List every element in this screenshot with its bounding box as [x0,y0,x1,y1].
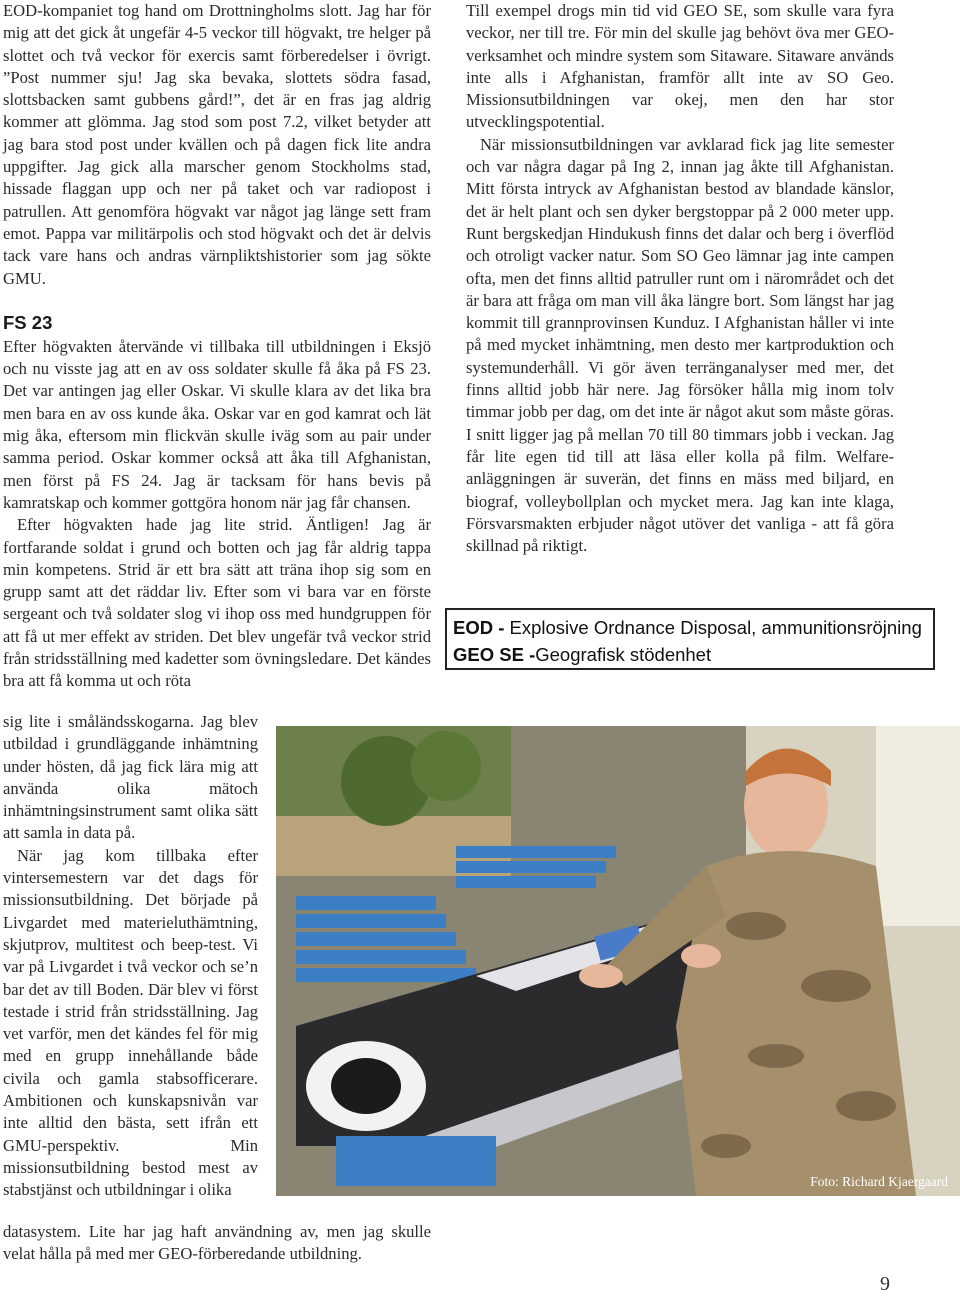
glossary-definition: Geografisk stödenhet [535,644,712,665]
glossary-definition: Explosive Ordnance Disposal, ammunitionsröjning [504,617,922,638]
glossary-abbr: GEO SE - [453,644,536,665]
body-paragraph: EOD-kompaniet tog hand om Drottningholms slott. Jag har för mig att det gick åt ungefär 4-5 veckor till högvakt, tre helger på slottet och två veckor för exercis samt förberedelser i övrigt. ”Post nummer sju! Jag ska bevaka, slottets södra fasad, slottsbacken samt gubbens gård!”, det är en fras jag aldrig kommer att glömma. Jag stod som post 7.2, vilket betyder att jag bara stod post under kvällen och på dagen fick lite andra uppgifter. Jag gick alla marscher genom Stockholms stad, hissade flaggan upp och ner på taket och var radiopost i patrullen. Att genomföra högvakt var något jag länge sett fram emot. Pappa var militärpolis och stod högvakt och det är delvis tack vare hans och andras värnpliktshistorier som jag sökte GMU. [3,1,431,288]
glossary-box [445,608,935,670]
body-paragraph: Till exempel drogs min tid vid GEO SE, som skulle vara fyra veckor, ner till tre. För min del skulle jag behövt öva mer GEO-verksamhet och mindre system som Sitaware. Sitaware används inte alls i Afghanistan, framför allt inte av SO Geo. Missionsutbildningen var okej, men den har stor utvecklingspotential. [466,1,894,132]
left-column-narrow [3,711,258,1202]
body-paragraph: När jag kom tillbaka efter vintersemestern var det dags för missionsutbildning. Det började på Livgardet med materieluthämtning, skjutprov, multitest och beep-test. Vi var på Livgardet i två veckor och se’n bar det av till Boden. Där blev vi först testade i strid från stridsställning. Jag vet varför, men det kändes fel för mig med en grupp innehållande både civila och gamla stabsofficerare. Ambitionen och kunskapsnivån var inte alltid den bästa, sett ifrån ett GMU-perspektiv. Min missionsutbildning bestod mest av stabstjänst och utbildningar i olika [3,845,258,1200]
photo-credit: Foto: Richard Kjaergaard [810,1174,948,1189]
left-column-top [3,0,431,693]
body-paragraph: Efter högvakten återvände vi tillbaka till utbildningen i Eksjö och nu visste jag att en av oss soldater skulle få åka på FS 23. Det var antingen jag eller Oskar. Vi skulle klara av det lika bra men bara en av oss kunde åka. Oskar var en god kamrat och lät mig åka, eftersom min flickvän skulle iväg som au pair under samma period. Oskar kommer också att åka till Afghanistan, men först på FS 24. Jag är tacksam för hans bevis på kamratskap och kommer gottgöra honom när jag får chansen. [3,336,431,512]
glossary-entry-eod [453,614,927,641]
photo-soldier-plotter [276,726,960,1196]
glossary-entry-geo [453,641,927,668]
page-number: 9 [880,1273,890,1295]
section-heading: FS 23 [3,311,53,333]
body-paragraph: datasystem. Lite har jag haft användning av, men jag skulle velat hålla på med mer GEO-förberedande utbildning. [3,1222,431,1264]
left-column-bottom [3,1221,431,1266]
glossary-abbr: EOD - [453,617,505,638]
right-column [466,0,894,557]
body-paragraph: Efter högvakten hade jag lite strid. Äntligen! Jag är fortfarande soldat i grund och botten och jag får aldrig tappa min kompetens. Strid är ett bra sätt att träna ihop sig som en grupp samt att det räddar liv. Efter som vi bara var en förste sergeant och två soldater slog vi ihop oss med hundgruppen för att få ut mer effekt av striden. Det blev ungefär två veckor strid från stridsställning med kadetter som övningsledare. Det kändes bra att få komma ut och röta [3,515,431,691]
body-paragraph: sig lite i småländsskogarna. Jag blev utbildad i grundläggande inhämtning under hösten, då jag fick lära mig att använda olika mätoch inhämtningsinstrument samt olika sätt att samla in data på. [3,712,258,843]
body-paragraph: När missionsutbildningen var avklarad fick jag lite semester och var några dagar på Ing 2, innan jag åkte till Afghanistan. Mitt första intryck av Afghanistan bestod av blandade känslor, det är helt plant och sen dyker bergstoppar på 2 000 meter upp. Runt bergskedjan Hindukush finns det dalar och berg i överflöd och otroligt vacker natur. Som SO Geo lämnar jag inte campen ofta, men det finns alltid patruller runt om i närområdet och det är bara att fråga om man vill åka längre bort. Som längst har jag kommit till grannprovinsen Kunduz. I Afghanistan håller vi inte på med mycket inhämtning, men desto mer kartproduktion och systemunderhåll. Vi gör även terränganalyser med mer, det finns alltid jobb här nere. Jag försöker hålla mig inom tolv timmar jobb per dag, om det inte är något akut som måste göras. I snitt ligger jag på mellan 70 till 80 timmars jobb i veckan. Jag får lite egen tid till att läsa eller kolla på film. Welfare-anläggningen är suverän, det finns en mäss med biljard, en biograf, volleybollplan och mycket mera. Jag kan inte klaga, Försvarsmakten erbjuder något utöver det vanliga - att få göra skillnad på riktigt. [466,134,894,556]
photo-illustration [276,726,960,1196]
